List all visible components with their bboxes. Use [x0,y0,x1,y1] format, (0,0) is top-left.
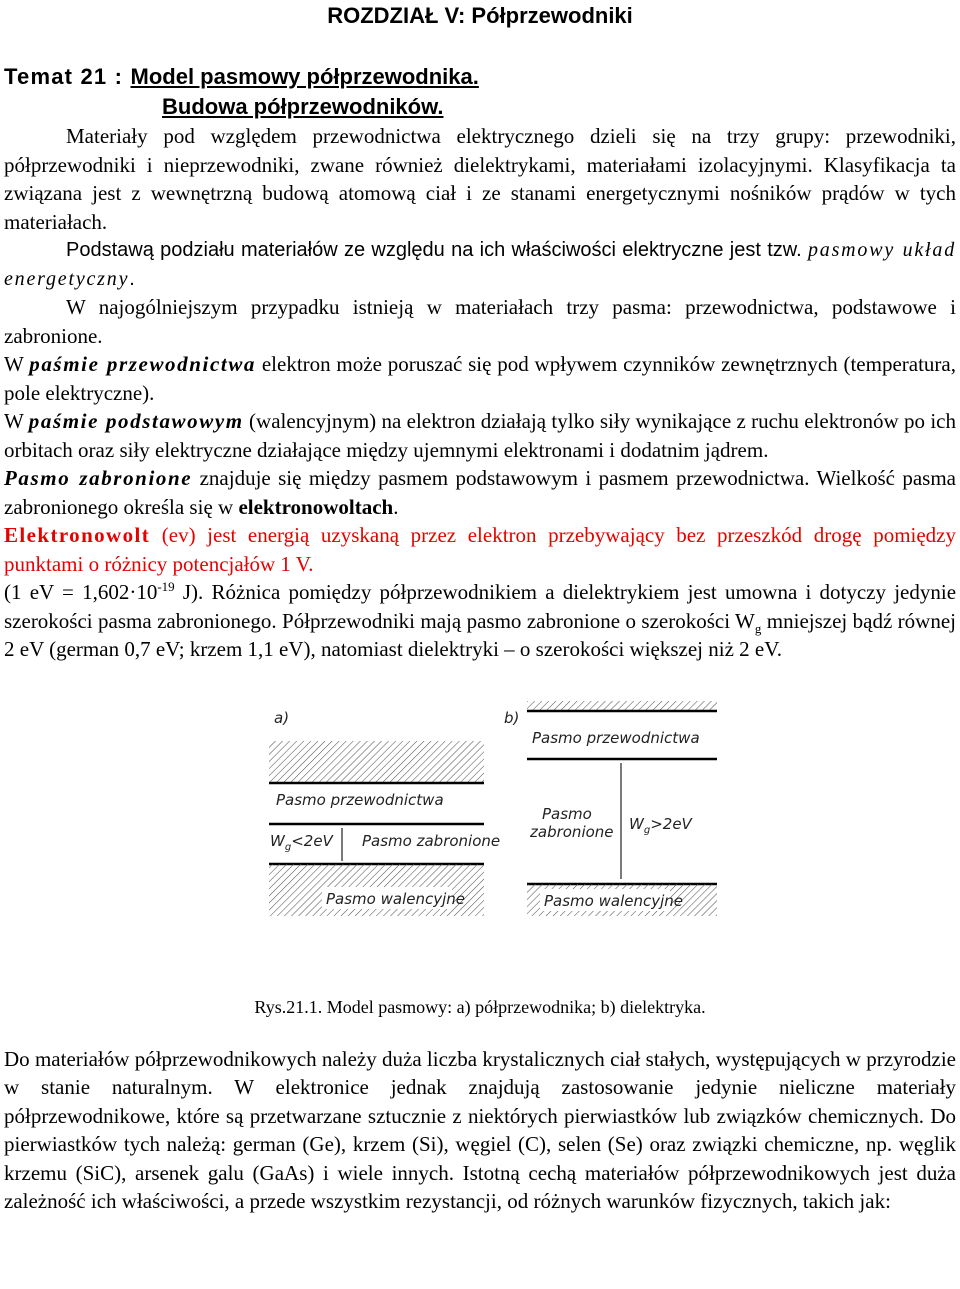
subscript-g: g [754,620,762,636]
term-electronvolts: elektronowoltach [238,494,394,519]
band-diagram [4,701,956,976]
term-forbidden-band: Pasmo zabronione [4,466,193,490]
paragraph-valence-band [4,407,956,464]
valence-pre: W [4,409,29,433]
topic-title-line2: Budowa półprzewodników. [162,94,444,119]
diagram-b-valence-label: Pasmo walencyjne [544,891,683,910]
forbidden-text: znajduje się między pasmem podstawowym i pasmem przewodnictwa. Wielkość pasma zabronionego określa się w [4,466,957,519]
conduction-text: elektron może poruszać się pod wpływem czynników zewnętrznych (temperatura, pole elektryczne). [4,352,956,405]
diagram-a-conduction-hatch [269,741,484,783]
diagram-a-gap-label: Pasmo zabronione [362,831,501,850]
term-conduction-band: paśmie przewodnictwa [29,352,257,376]
diagram-b-w-value: >2eV [650,814,692,833]
term-valence-band: paśmie podstawowym [28,409,244,433]
diagram-b-gap-label-2: zabronione [530,822,614,841]
basis-end: . [129,267,135,290]
body-text-continued [4,1045,956,1216]
diagram-a-w-value: <2eV [291,831,333,850]
diagram-b-gap-width [629,815,694,836]
diagram-a-w: W [270,831,285,850]
bandgap-text-b: J). Różnica pomiędzy półprzewodnikiem a dielektrykiem jest umowna i dotyczy jedynie szerokości pasma zabronionego. Półprzewodniki mają pasmo zabronione o szerokości W [4,580,957,633]
paragraph-conduction-band [4,350,956,407]
band-model-figure [4,701,956,976]
diagram-a-gap-width [270,832,335,853]
valence-text: (walencyjnym) na elektron działają tylko siły wynikające z ruchu elektronów po ich orbitach oraz siły elektryczne działające między ujemnymi elektronami i dodatnim jądrem. [4,409,956,462]
exponent: -19 [157,579,175,594]
basis-text: Podstawą podziału materiałów ze względu na ich właściwości elektryczne jest tzw. [66,239,802,261]
diagram-b-conduction-label: Pasmo przewodnictwa [532,728,700,747]
topic-title-line1: Model pasmowy półprzewodnika. [130,64,479,89]
body-text [4,122,956,664]
paragraph-band-gap [4,578,956,664]
conduction-pre: W [4,352,30,376]
diagram-a-conduction-label: Pasmo przewodnictwa [276,790,444,809]
diagram-b-conduction-hatch [527,701,717,711]
diagram-a-w-sub: g [284,841,292,853]
bandgap-text-a: (1 eV = 1,602·10 [4,580,158,604]
diagram-b-w-sub: g [643,824,651,836]
topic-heading [4,62,956,122]
topic-label: Temat 21 : [4,64,131,89]
paragraph-three-bands: W najogólniejszym przypadku istnieją w materiałach trzy pasma: przewodnictwa, podstawowe i zabronione. [4,295,956,348]
figure-caption: Rys.21.1. Model pasmowy: a) półprzewodnika; b) dielektryka. [254,996,706,1017]
paragraph-electronvolt-definition [4,521,956,578]
paragraph-semiconductor-materials: Do materiałów półprzewodnikowych należy duża liczba krystalicznych ciał stałych, występujących w przyrodzie w stanie naturalnym. W elektronice jednak znajdują zastosowanie jedynie nieliczne materiały półprzewodnikowe, które są przetwarzane sztucznie z niektórych pierwiastków lub związków chemicznych. Do pierwiastków tych należą: german (Ge), krzem (Si), węgiel (C), selen (Se) oraz związki chemiczne, np. węglik krzemu (SiC), arsenek galu (GaAs) i wiele innych. Istotną cechą materiałów półprzewodnikowych jest duża zależność ich właściwości, a przede wszystkim rezystancji, od różnych warunków fizycznych, takich jak: [4,1046,956,1213]
diagram-a-valence-label: Pasmo walencyjne [326,889,465,908]
diagram-b-w: W [629,814,644,833]
chapter-title: ROZDZIAŁ V: Półprzewodniki [327,3,633,28]
paragraph-intro: Materiały pod względem przewodnictwa elektrycznego dzieli się na trzy grupy: przewodniki, półprzewodniki i nieprzewodniki, zwane również dielektrykami, materiałami izolacyjnymi. Klasyfikacja ta związana jest z wewnętrzną budową atomową ciał i ze stanami energetycznymi nośników prądów w tych materiałach. [4,124,956,234]
bandgap-text-c: mniejszej bądź równej 2 eV (german 0,7 eV; krzem 1,1 eV), natomiast dielektryki – o szerokości większej niż 2 eV. [4,608,956,661]
paragraph-forbidden-band [4,464,956,521]
term-band-system: pasmowy układ energetyczny [4,239,956,290]
diagram-b-gap-label-1: Pasmo [542,804,592,823]
diagram-a-label: a) [274,708,290,727]
paragraph-basis [4,236,956,293]
electronvolt-text: (ev) jest energią uzyskaną przez elektron przebywający bez przeszkód drogę pomiędzy punktami o różnicy potencjałów 1 V. [4,523,956,576]
term-electronvolt: Elektronowolt [4,523,151,547]
forbidden-end: . [393,494,399,519]
diagram-b-label: b) [504,708,520,727]
